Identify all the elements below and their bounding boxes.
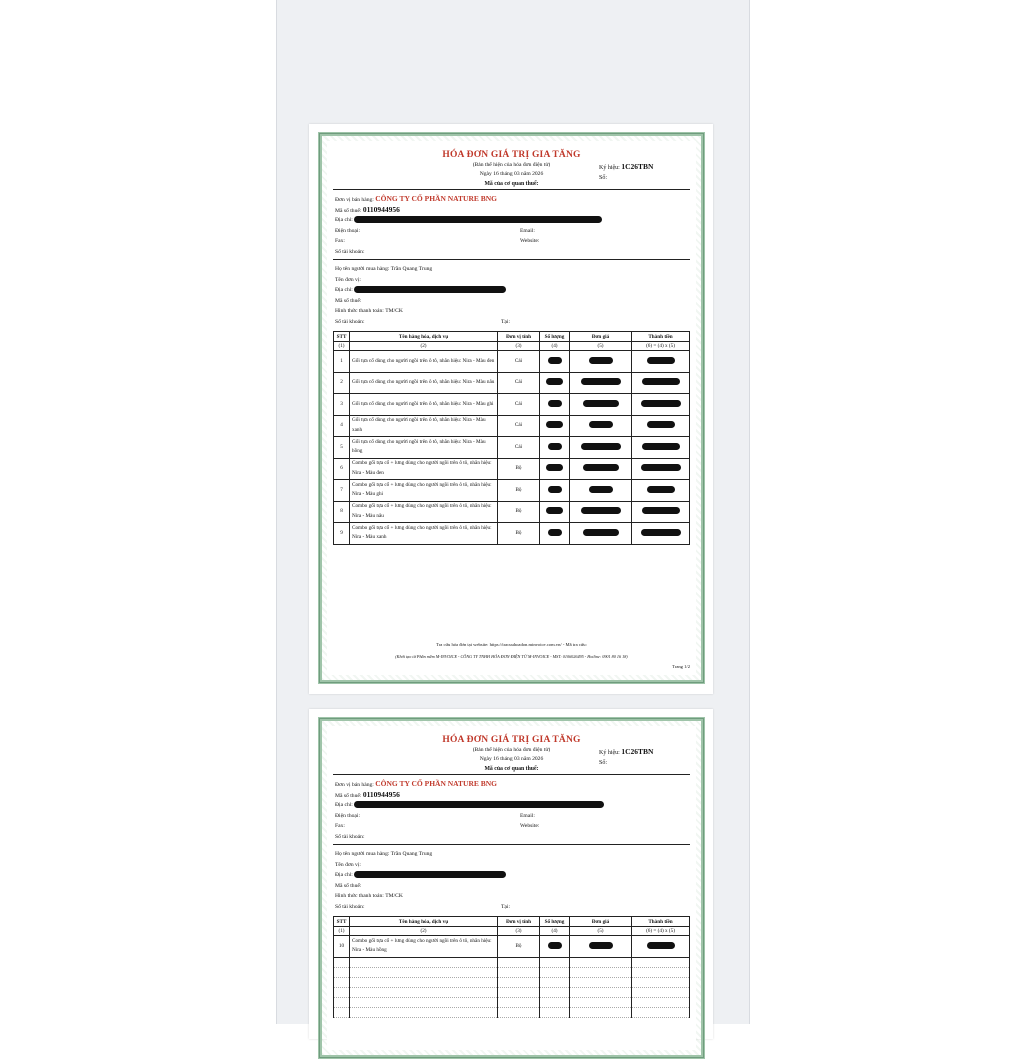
row-product-name: Combo gối tựa cổ + lưng dùng cho người ngồi trên ô tô, nhãn hiệu: Nira - Màu đen: [350, 458, 498, 480]
redacted-qty: [540, 501, 570, 523]
row-product-name: Gối tựa cổ dùng cho người ngồi trên ô tô, nhãn hiệu: Nira - Màu nâu: [350, 372, 498, 394]
redacted-address: [354, 801, 604, 808]
redacted-price: [570, 394, 632, 416]
buyer-section: Họ tên người mua hàng: Trần Quang Trung Tên đơn vị: Địa chỉ: Mã số thuế: Hình thức thanh toán: TM/CK Số tài khoản: Tại:: [335, 266, 511, 325]
invoice-date: Ngày 16 tháng 03 năm 2026: [479, 171, 544, 177]
col-unit: Đơn vị tính: [498, 332, 540, 342]
empty-row: [334, 997, 690, 1007]
invoice-subtitle: (Bản thể hiện của hóa đơn điện tử): [472, 162, 551, 168]
redacted-qty: [540, 394, 570, 416]
items-table: STT Tên hàng hóa, dịch vụ Đơn vị tính Số lượng Đơn giá Thành tiền (1) (2) (3) (4) (5) (6) = (4) x (5) 10 Combo gối tựa cổ + lưng dùng cho người ngồi trên ô tô, nhãn hiệu: Nira - Màu hồng Bộ: [333, 916, 690, 1018]
decorative-border: [318, 717, 705, 1059]
table-row: [334, 936, 690, 958]
items-table: STT Tên hàng hóa, dịch vụ Đơn vị tính Số lượng Đơn giá Thành tiền (1) (2) (3) (4) (5) (6) = (4) x (5) 1 Gối tựa cổ dùng cho người ngồi trên ô tô, nhãn hiệu: Nira - Màu đen Cái 2 Gối tựa cổ dùng cho người ngồi trên ô tô, nhãn hiệu: Nira - Màu nâu Cái 3 Gối tựa cổ dùng cho người ngồi trên ô tô, nhãn hiệu: Nira - Màu ghi Cái 4 Gối tựa cổ dùng cho người ngồi trên ô tô, nhãn hiệu: Nira - Màu xanh Cái 5 Gối tựa cổ dùng cho người ngồi trên ô tô, nhãn hiệu: Nira - Màu hồng Cái 6 Combo gối tựa cổ + lưng dùng cho người ngồi trên ô tô, nhãn hiệu: Nira - Màu đen Bộ 7 Combo gối tựa cổ + lưng dùng cho người ngồi trên ô tô, nhãn hiệu: Nira - Màu ghi Bộ 8 Combo gối tựa cổ + lưng dùng cho người ngồi trên ô tô, nhãn hiệu: Nira - Màu nâu Bộ 9 Combo gối tựa cổ + lưng dùng cho người ngồi trên ô tô, nhãn hiệu: Nira - Màu xanh Bộ: [333, 331, 690, 545]
decorative-border: [318, 132, 705, 684]
invoice-page-1: [309, 124, 713, 694]
table-row: [334, 351, 690, 373]
table-row: [334, 437, 690, 459]
row-unit: Bộ: [498, 480, 540, 502]
row-stt: 4: [334, 415, 350, 437]
number-field: Số:: [599, 175, 608, 181]
redacted-total: [632, 394, 690, 416]
redacted-price: [570, 458, 632, 480]
seller-name: CÔNG TY CỔ PHẦN NATURE BNG: [375, 194, 498, 203]
redacted-total: [632, 351, 690, 373]
col-stt: STT: [334, 332, 350, 342]
redacted-price: [570, 372, 632, 394]
invoice-title: HÓA ĐƠN GIÁ TRỊ GIA TĂNG: [442, 150, 581, 160]
row-unit: Bộ: [498, 523, 540, 545]
redacted-price: [570, 480, 632, 502]
redacted-total: [632, 372, 690, 394]
table-row: [334, 523, 690, 545]
empty-row: [334, 967, 690, 977]
row-stt: 10: [334, 936, 350, 958]
col-price: Đơn giá: [570, 332, 632, 342]
redacted-buyer-address: [354, 871, 506, 878]
row-product-name: Combo gối tựa cổ + lưng dùng cho người ngồi trên ô tô, nhãn hiệu: Nira - Màu nâu: [350, 501, 498, 523]
row-product-name: Combo gối tựa cổ + lưng dùng cho người ngồi trên ô tô, nhãn hiệu: Nira - Màu hồng: [350, 936, 498, 958]
row-unit: Cái: [498, 372, 540, 394]
redacted-qty: [540, 415, 570, 437]
redacted-price: [570, 501, 632, 523]
redacted-qty: [540, 372, 570, 394]
empty-row: [334, 1007, 690, 1017]
redacted-buyer-address: [354, 286, 506, 293]
redacted-qty: [540, 480, 570, 502]
row-unit: Cái: [498, 437, 540, 459]
row-unit: Bộ: [498, 458, 540, 480]
redacted-qty: [540, 523, 570, 545]
row-product-name: Combo gối tựa cổ + lưng dùng cho người ngồi trên ô tô, nhãn hiệu: Nira - Màu ghi: [350, 480, 498, 502]
table-row: [334, 458, 690, 480]
row-stt: 5: [334, 437, 350, 459]
redacted-total: [632, 480, 690, 502]
row-unit: Cái: [498, 351, 540, 373]
col-name: Tên hàng hóa, dịch vụ: [350, 332, 498, 342]
redacted-price: [570, 936, 632, 958]
table-row: [334, 394, 690, 416]
authority-code: Mã của cơ quan thuế:: [484, 181, 539, 187]
provider-note: (Khởi tạo từ Phần mềm M-INVOICE - CÔNG TY TNHH HÓA ĐƠN ĐIỆN TỬ M-INVOICE - MST: 0106026495 - Hotline: 0901 80 16 18): [395, 654, 628, 659]
row-stt: 7: [334, 480, 350, 502]
col-total: Thành tiền: [632, 332, 690, 342]
row-stt: 9: [334, 523, 350, 545]
lookup-note: Tra cứu hóa đơn tại website: https://tracuuhoadon.minvoice.com.vn/ - Mã tra cứu:: [436, 642, 587, 647]
buyer-section: Họ tên người mua hàng: Trần Quang Trung Tên đơn vị: Địa chỉ: Mã số thuế: Hình thức thanh toán: TM/CK Số tài khoản: Tại:: [335, 851, 511, 910]
seller-section: Đơn vị bán hàng: CÔNG TY CỔ PHẦN NATURE BNG Mã số thuế: 0110944956 Địa chỉ: Điện thoại: Email: Fax: Website: Số tài khoản:: [327, 190, 696, 259]
redacted-qty: [540, 936, 570, 958]
row-stt: 1: [334, 351, 350, 373]
redacted-total: [632, 936, 690, 958]
row-product-name: Gối tựa cổ dùng cho người ngồi trên ô tô, nhãn hiệu: Nira - Màu hồng: [350, 437, 498, 459]
redacted-address: [354, 216, 602, 223]
seller-section: Đơn vị bán hàng: CÔNG TY CỔ PHẦN NATURE BNG Mã số thuế: 0110944956 Địa chỉ: Điện thoại: Email: Fax: Website: Số tài khoản:: [327, 775, 696, 844]
row-unit: Bộ: [498, 501, 540, 523]
symbol-field: Ký hiệu: 1C26TBN: [599, 162, 654, 171]
row-stt: 8: [334, 501, 350, 523]
seller-tax-code: 0110944956: [362, 204, 400, 214]
row-unit: Cái: [498, 415, 540, 437]
redacted-price: [570, 523, 632, 545]
invoice-header: [327, 141, 696, 189]
row-product-name: Gối tựa cổ dùng cho người ngồi trên ô tô, nhãn hiệu: Nira - Màu ghi: [350, 394, 498, 416]
redacted-price: [570, 415, 632, 437]
row-stt: 6: [334, 458, 350, 480]
table-row: [334, 501, 690, 523]
invoice-page-2: [309, 709, 713, 1039]
page-number: Trang 1/2: [672, 664, 690, 669]
empty-row: [334, 957, 690, 967]
table-row: [334, 372, 690, 394]
empty-row: [334, 987, 690, 997]
redacted-total: [632, 437, 690, 459]
redacted-total: [632, 523, 690, 545]
redacted-price: [570, 437, 632, 459]
redacted-total: [632, 458, 690, 480]
invoice-header: HÓA ĐƠN GIÁ TRỊ GIA TĂNG (Bản thể hiện của hóa đơn điện tử) Ngày 16 tháng 03 năm 2026 Mã của cơ quan thuế: Ký hiệu: 1C26TBN Số:: [442, 735, 654, 772]
redacted-total: [632, 501, 690, 523]
empty-row: [334, 977, 690, 987]
redacted-price: [570, 351, 632, 373]
row-stt: 2: [334, 372, 350, 394]
buyer-name: Trần Quang Trung: [390, 266, 433, 272]
payment-method: TM/CK: [385, 308, 403, 314]
row-stt: 3: [334, 394, 350, 416]
row-product-name: Combo gối tựa cổ + lưng dùng cho người ngồi trên ô tô, nhãn hiệu: Nira - Màu xanh: [350, 523, 498, 545]
row-unit: Cái: [498, 394, 540, 416]
redacted-total: [632, 415, 690, 437]
row-unit: Bộ: [498, 936, 540, 958]
row-product-name: Gối tựa cổ dùng cho người ngồi trên ô tô, nhãn hiệu: Nira - Màu xanh: [350, 415, 498, 437]
redacted-qty: [540, 458, 570, 480]
row-product-name: Gối tựa cổ dùng cho người ngồi trên ô tô, nhãn hiệu: Nira - Màu đen: [350, 351, 498, 373]
table-row: [334, 415, 690, 437]
redacted-qty: [540, 437, 570, 459]
redacted-qty: [540, 351, 570, 373]
col-qty: Số lượng: [540, 332, 570, 342]
table-row: [334, 480, 690, 502]
